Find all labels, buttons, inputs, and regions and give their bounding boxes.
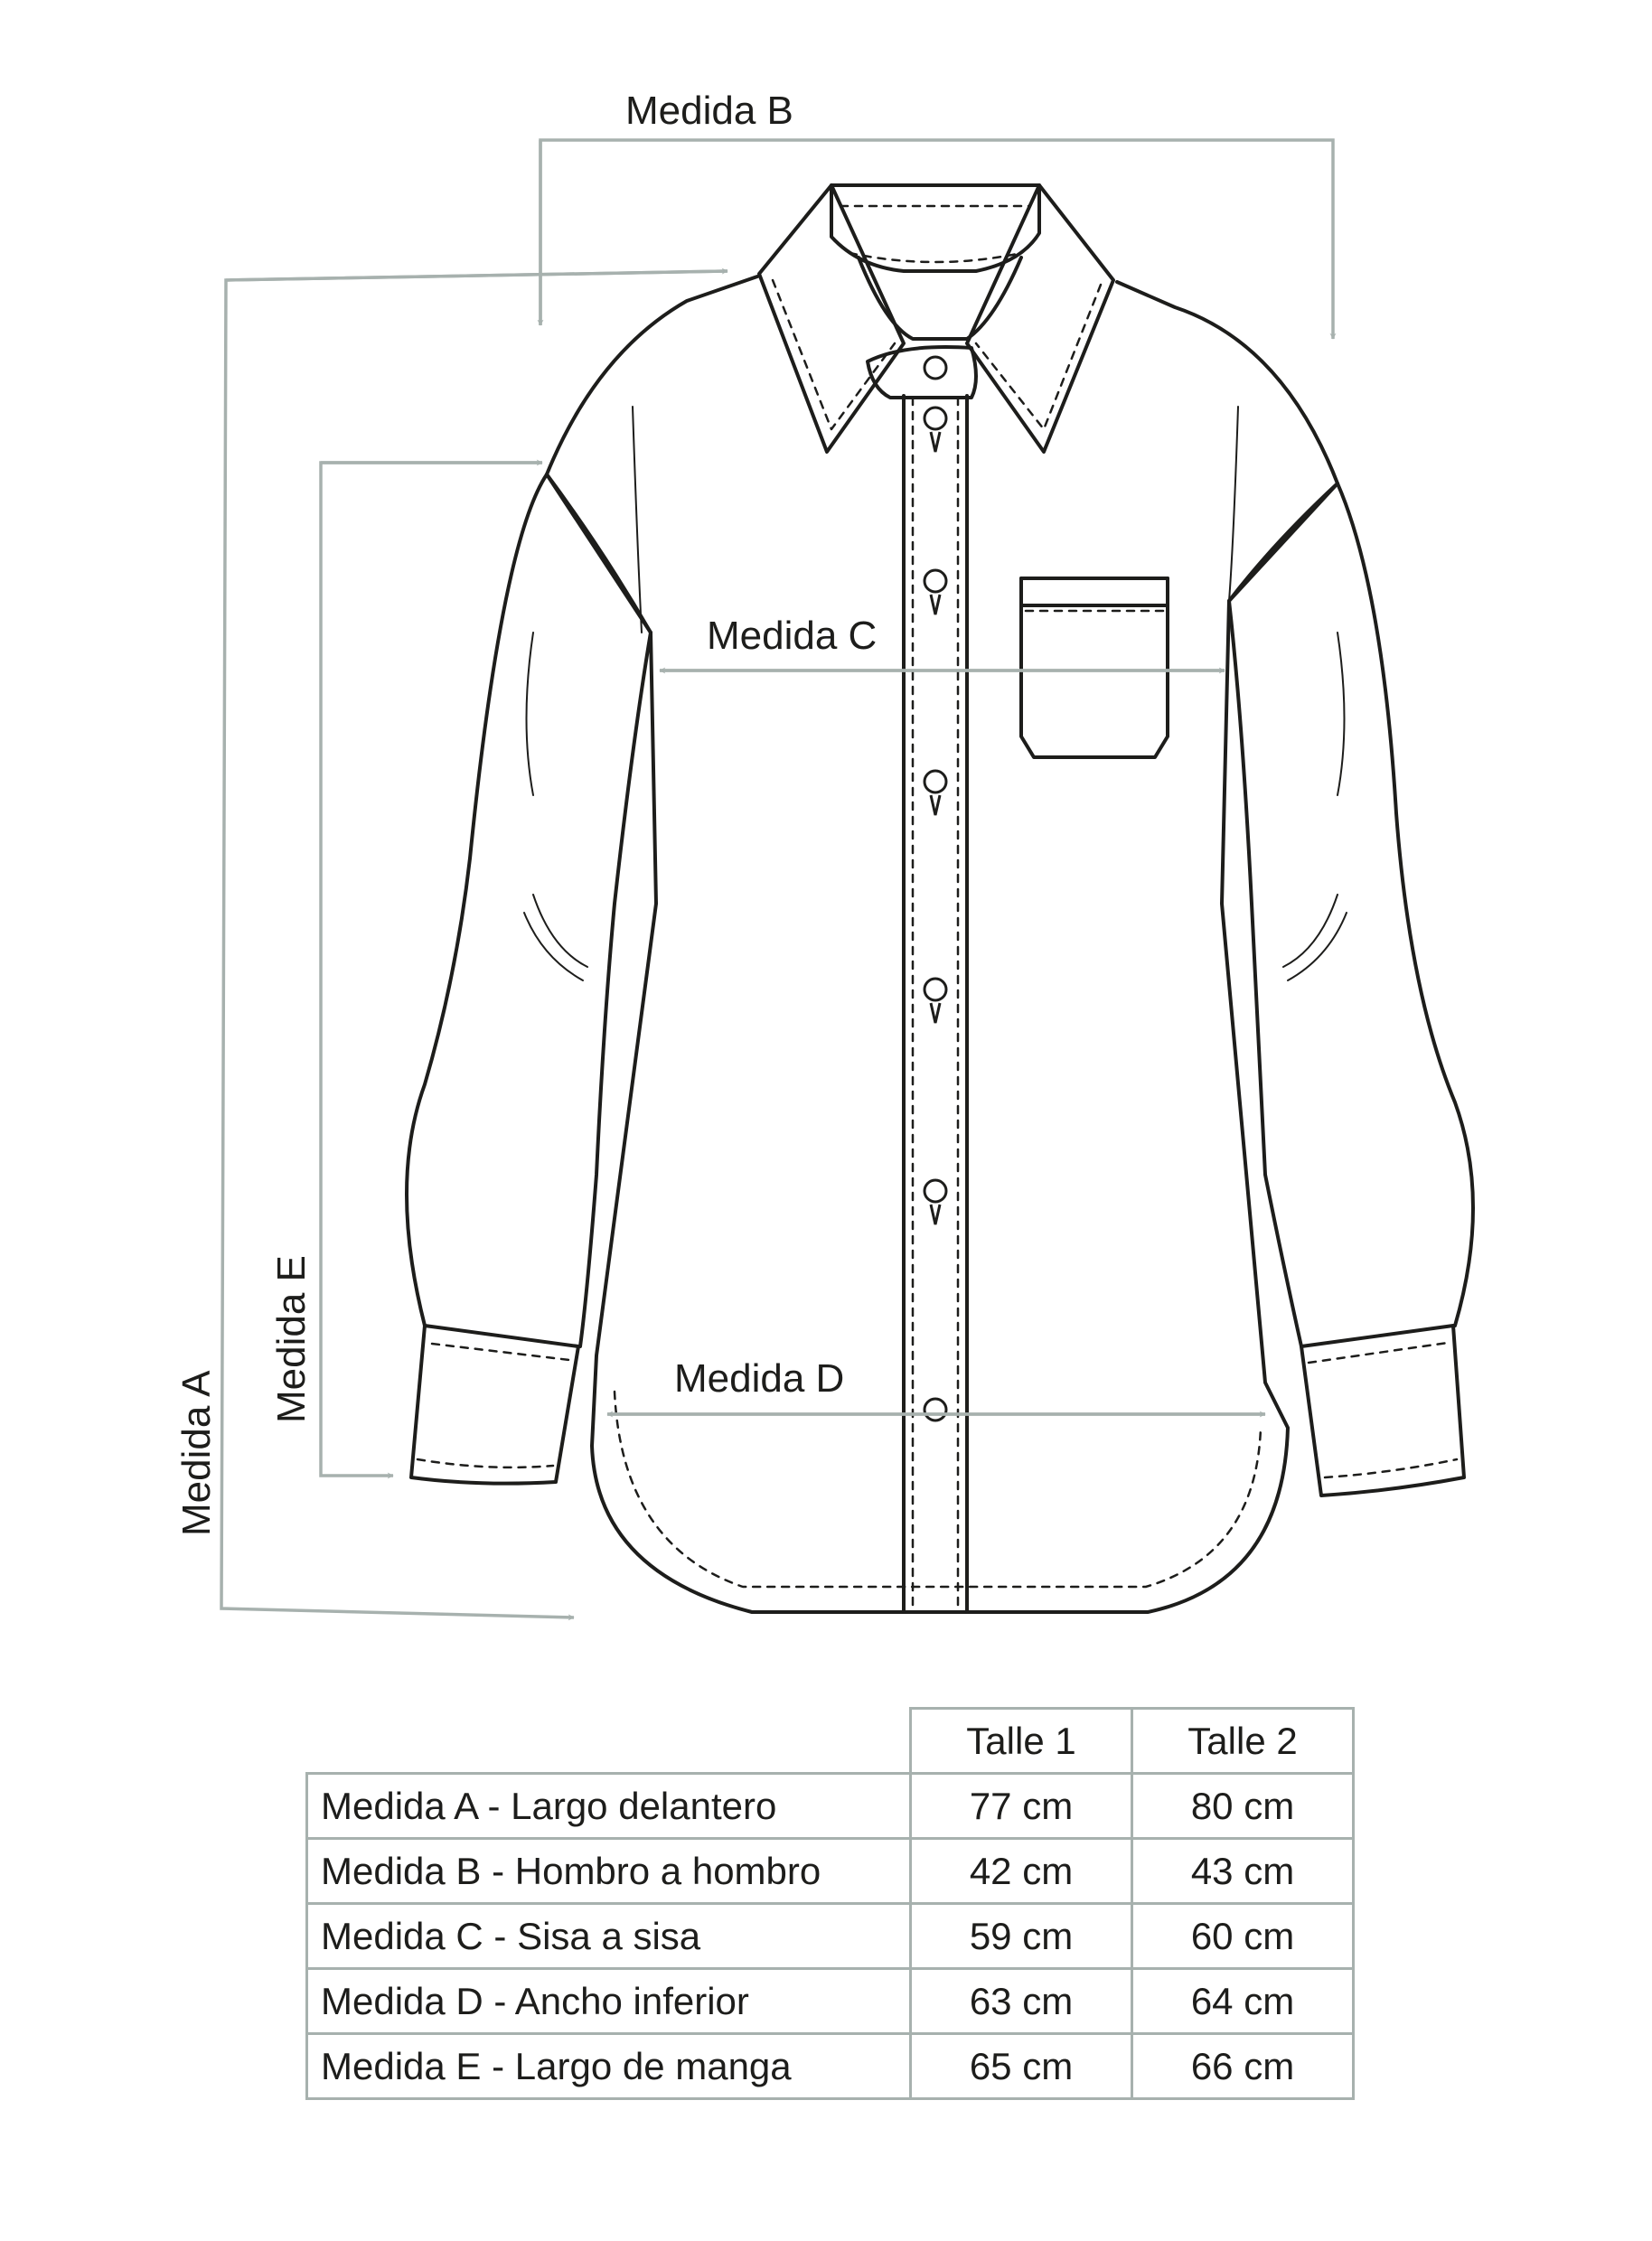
left-sleeve [407,474,547,1326]
talle-2-value: 43 cm [1132,1839,1354,1904]
measure-e-line [321,463,542,1476]
table-row [307,1904,1354,1969]
collar-button [925,357,946,379]
talle-1-value: 65 cm [911,2034,1132,2099]
talle-1-value: 63 cm [911,1969,1132,2034]
measure-name: Medida D - Ancho inferior [307,1969,911,2034]
table-header-talle-1: Talle 1 [911,1709,1132,1774]
label-medida-c: Medida C [707,614,878,658]
size-table [305,1707,1355,2100]
label-medida-e: Medida E [269,1255,314,1423]
shirt-drawing [407,185,1473,1612]
measure-name: Medida A - Largo delantero [307,1774,911,1839]
table-header-blank [307,1709,911,1774]
right-sleeve [1338,483,1473,1326]
table-row [307,2034,1354,2099]
measure-name: Medida B - Hombro a hombro [307,1839,911,1904]
collar-band [831,185,1039,271]
talle-1-value: 42 cm [911,1839,1132,1904]
shirt-button [925,570,946,592]
talle-2-value: 80 cm [1132,1774,1354,1839]
talle-2-value: 60 cm [1132,1904,1354,1969]
talle-1-value: 77 cm [911,1774,1132,1839]
table-header-row [307,1709,1354,1774]
measure-b-line [540,140,1333,339]
talle-2-value: 66 cm [1132,2034,1354,2099]
shirt-button [925,408,946,429]
talle-1-value: 59 cm [911,1904,1132,1969]
buttons [925,357,946,1421]
table-row [307,1774,1354,1839]
label-medida-a: Medida A [174,1370,219,1536]
measure-name: Medida E - Largo de manga [307,2034,911,2099]
talle-2-value: 64 cm [1132,1969,1354,2034]
chest-pocket [1021,578,1168,605]
left-cuff [411,1326,578,1484]
label-medida-b: Medida B [625,89,793,133]
table-header-talle-2: Talle 2 [1132,1709,1354,1774]
table-row [307,1839,1354,1904]
shirt-button [925,771,946,792]
measure-name: Medida C - Sisa a sisa [307,1904,911,1969]
shirt-button [925,979,946,1000]
shirt-button [925,1180,946,1202]
table-row [307,1969,1354,2034]
shirt-button [925,1399,946,1421]
label-medida-d: Medida D [674,1356,845,1401]
